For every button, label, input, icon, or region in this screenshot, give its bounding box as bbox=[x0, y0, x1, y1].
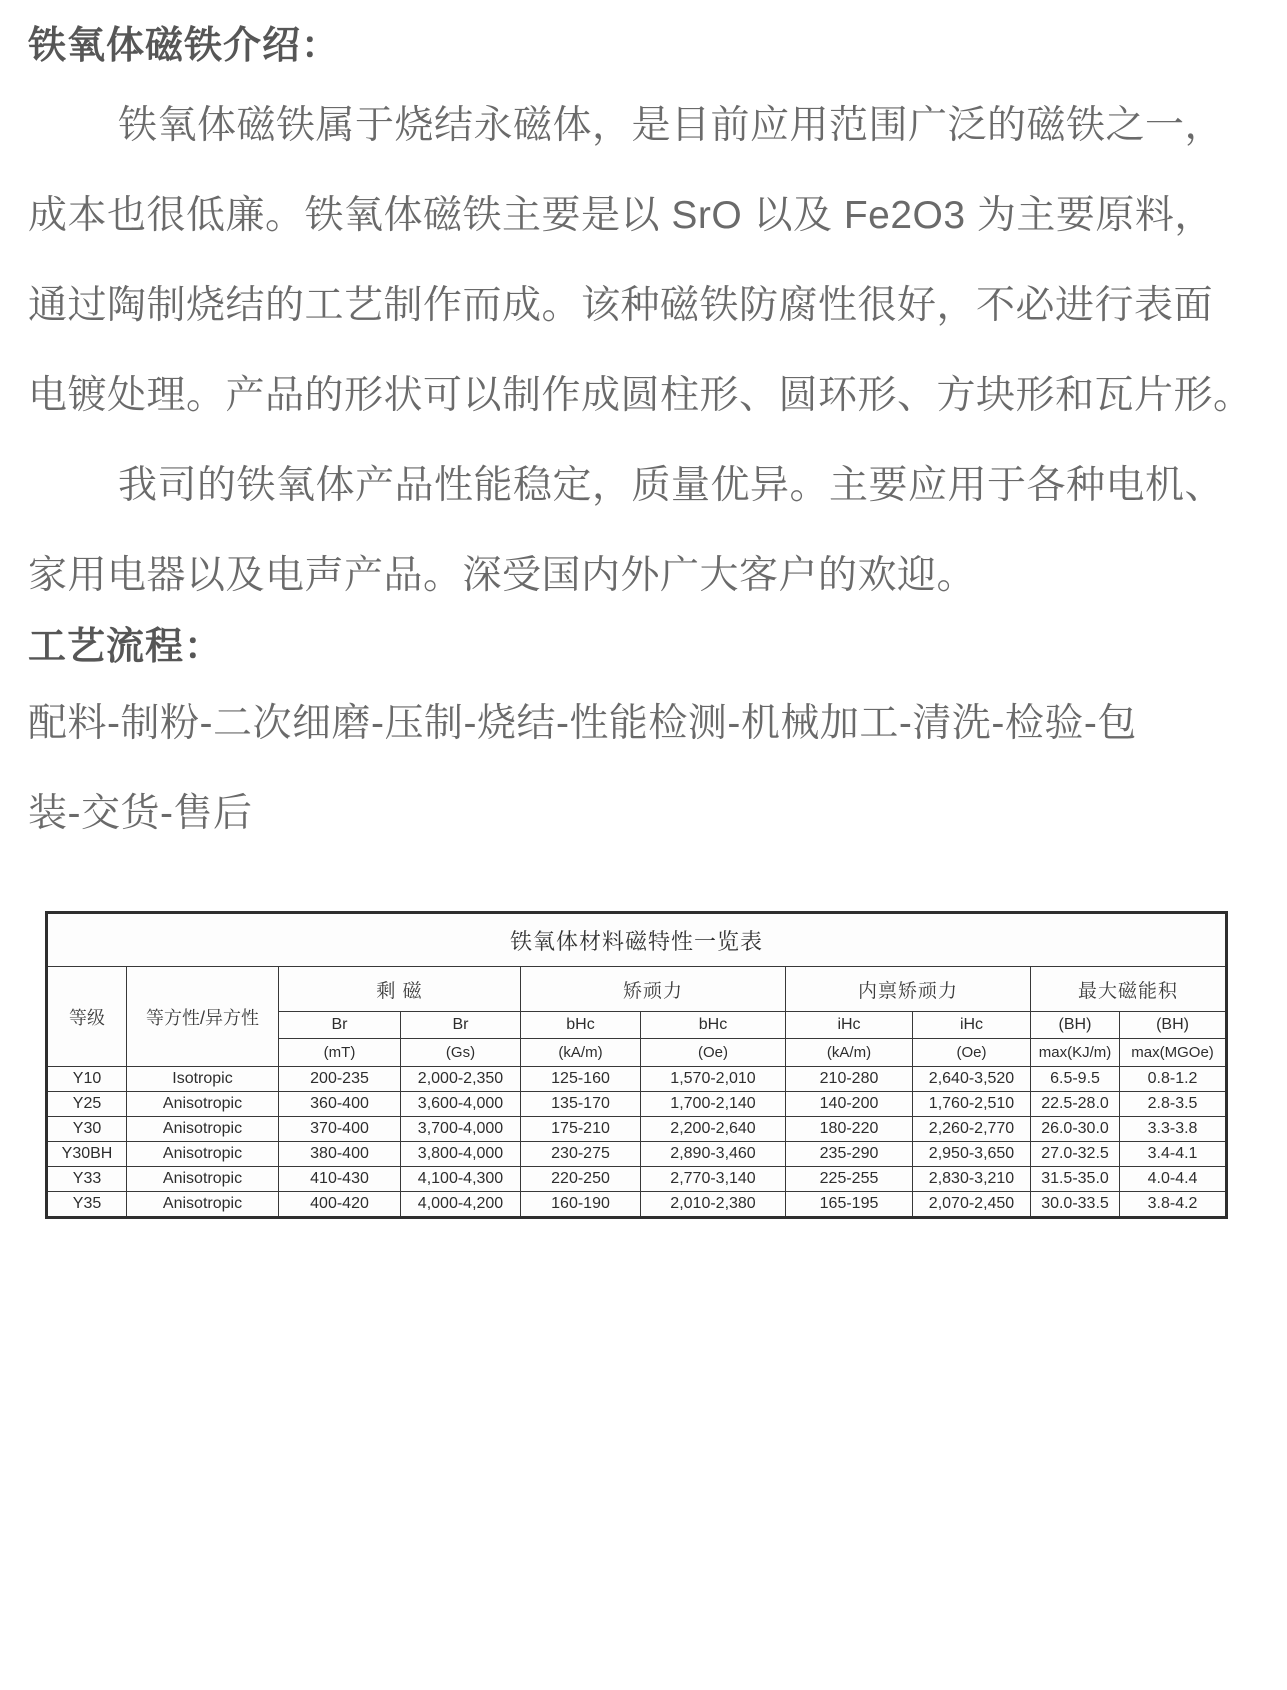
header-unit: (Oe) bbox=[913, 1039, 1031, 1067]
table-row bbox=[47, 1067, 1227, 1092]
table-cell: Anisotropic bbox=[127, 1117, 279, 1142]
table-cell: 1,700-2,140 bbox=[641, 1092, 786, 1117]
table-cell: Anisotropic bbox=[127, 1167, 279, 1192]
table-cell: 3.8-4.2 bbox=[1120, 1192, 1227, 1218]
magnetic-properties-table bbox=[45, 911, 1228, 1219]
table-cell: 370-400 bbox=[279, 1117, 401, 1142]
header-symbol: (BH) bbox=[1120, 1012, 1227, 1039]
header-unit: (kA/m) bbox=[786, 1039, 913, 1067]
table-cell: Y30BH bbox=[47, 1142, 127, 1167]
table-cell: 200-235 bbox=[279, 1067, 401, 1092]
table-cell: 4,000-4,200 bbox=[401, 1192, 521, 1218]
table-title: 铁氧体材料磁特性一览表 bbox=[47, 913, 1227, 967]
table-row bbox=[47, 1117, 1227, 1142]
header-symbol: (BH) bbox=[1031, 1012, 1120, 1039]
table-cell: 3,700-4,000 bbox=[401, 1117, 521, 1142]
table-cell: 410-430 bbox=[279, 1167, 401, 1192]
process-line: 装-交货-售后 bbox=[28, 792, 253, 835]
table-cell: Y35 bbox=[47, 1192, 127, 1218]
table-cell: 360-400 bbox=[279, 1092, 401, 1117]
table-cell: 160-190 bbox=[521, 1192, 641, 1218]
table-cell: 3.4-4.1 bbox=[1120, 1142, 1227, 1167]
header-symbol: bHc bbox=[641, 1012, 786, 1039]
intro-paragraphs bbox=[0, 77, 1287, 617]
table-cell: 22.5-28.0 bbox=[1031, 1092, 1120, 1117]
header-unit: (Gs) bbox=[401, 1039, 521, 1067]
table-cell: 2,890-3,460 bbox=[641, 1142, 786, 1167]
intro-heading: 铁氧体磁铁介绍： bbox=[28, 25, 341, 67]
header-symbol: iHc bbox=[786, 1012, 913, 1039]
table-cell: Isotropic bbox=[127, 1067, 279, 1092]
table-cell: 180-220 bbox=[786, 1117, 913, 1142]
table-cell: 230-275 bbox=[521, 1142, 641, 1167]
table-row bbox=[47, 1167, 1227, 1192]
paragraph-line: 电镀处理。产品的形状可以制作成圆柱形、圆环形、方块形和瓦片形。 bbox=[28, 374, 1253, 417]
paragraph-line: 成本也很低廉。铁氧体磁铁主要是以 SrO 以及 Fe2O3 为主要原料， bbox=[28, 194, 1214, 237]
header-unit: (Oe) bbox=[641, 1039, 786, 1067]
header-symbol: iHc bbox=[913, 1012, 1031, 1039]
table-cell: Anisotropic bbox=[127, 1192, 279, 1218]
table-cell: 2,260-2,770 bbox=[913, 1117, 1031, 1142]
table-cell: 380-400 bbox=[279, 1142, 401, 1167]
header-unit: (mT) bbox=[279, 1039, 401, 1067]
table-cell: 2.8-3.5 bbox=[1120, 1092, 1227, 1117]
table-cell: 2,640-3,520 bbox=[913, 1067, 1031, 1092]
header-group-max-energy-product: 最大磁能积 bbox=[1031, 967, 1227, 1012]
header-symbol: bHc bbox=[521, 1012, 641, 1039]
table-cell: 210-280 bbox=[786, 1067, 913, 1092]
table-cell: 220-250 bbox=[521, 1167, 641, 1192]
header-symbol: Br bbox=[279, 1012, 401, 1039]
header-group-coercivity: 矫顽力 bbox=[521, 967, 786, 1012]
paragraph-line: 通过陶制烧结的工艺制作而成。该种磁铁防腐性很好，不必进行表面 bbox=[28, 284, 1214, 327]
table-cell: 400-420 bbox=[279, 1192, 401, 1218]
table-cell: 1,760-2,510 bbox=[913, 1092, 1031, 1117]
table-cell: 30.0-33.5 bbox=[1031, 1192, 1120, 1218]
table-cell: Anisotropic bbox=[127, 1092, 279, 1117]
header-group-intrinsic-coercivity: 内禀矫顽力 bbox=[786, 967, 1031, 1012]
table-title-row bbox=[47, 913, 1227, 967]
table-row bbox=[47, 1192, 1227, 1218]
table-cell: 4,100-4,300 bbox=[401, 1167, 521, 1192]
table-cell: Y10 bbox=[47, 1067, 127, 1092]
table-cell: 26.0-30.0 bbox=[1031, 1117, 1120, 1142]
header-group-remanence: 剩 磁 bbox=[279, 967, 521, 1012]
table-cell: Anisotropic bbox=[127, 1142, 279, 1167]
table-cell: 2,070-2,450 bbox=[913, 1192, 1031, 1218]
table-cell: 3,800-4,000 bbox=[401, 1142, 521, 1167]
table-cell: 0.8-1.2 bbox=[1120, 1067, 1227, 1092]
header-unit: (kA/m) bbox=[521, 1039, 641, 1067]
table-cell: Y33 bbox=[47, 1167, 127, 1192]
table-row bbox=[47, 1142, 1227, 1167]
process-paragraph bbox=[0, 675, 1287, 855]
table-cell: Y30 bbox=[47, 1117, 127, 1142]
header-symbol: Br bbox=[401, 1012, 521, 1039]
process-heading: 工艺流程： bbox=[28, 626, 224, 668]
table-cell: 140-200 bbox=[786, 1092, 913, 1117]
table-cell: 1,570-2,010 bbox=[641, 1067, 786, 1092]
table-cell: 3,600-4,000 bbox=[401, 1092, 521, 1117]
table-cell: 165-195 bbox=[786, 1192, 913, 1218]
table-cell: 2,000-2,350 bbox=[401, 1067, 521, 1092]
table-cell: 2,830-3,210 bbox=[913, 1167, 1031, 1192]
table-cell: 225-255 bbox=[786, 1167, 913, 1192]
header-grade: 等级 bbox=[47, 967, 127, 1067]
table-row bbox=[47, 1092, 1227, 1117]
table-cell: 2,770-3,140 bbox=[641, 1167, 786, 1192]
table-group-header-row bbox=[47, 967, 1227, 1012]
header-isotropy: 等方性/异方性 bbox=[127, 967, 279, 1067]
table-cell: 125-160 bbox=[521, 1067, 641, 1092]
paragraph-line: 家用电器以及电声产品。深受国内外广大客户的欢迎。 bbox=[28, 554, 977, 597]
paragraph-line: 我司的铁氧体产品性能稳定，质量优异。主要应用于各种电机、 bbox=[118, 464, 1225, 507]
table-cell: 6.5-9.5 bbox=[1031, 1067, 1120, 1092]
table-cell: 135-170 bbox=[521, 1092, 641, 1117]
table-cell: 31.5-35.0 bbox=[1031, 1167, 1120, 1192]
table-cell: 175-210 bbox=[521, 1117, 641, 1142]
table-cell: 2,010-2,380 bbox=[641, 1192, 786, 1218]
table-cell: 27.0-32.5 bbox=[1031, 1142, 1120, 1167]
table-cell: 2,200-2,640 bbox=[641, 1117, 786, 1142]
table-cell: 3.3-3.8 bbox=[1120, 1117, 1227, 1142]
table-cell: 4.0-4.4 bbox=[1120, 1167, 1227, 1192]
table-cell: 2,950-3,650 bbox=[913, 1142, 1031, 1167]
table-cell: 235-290 bbox=[786, 1142, 913, 1167]
paragraph-line: 铁氧体磁铁属于烧结永磁体，是目前应用范围广泛的磁铁之一， bbox=[118, 104, 1225, 147]
header-unit: max(MGOe) bbox=[1120, 1039, 1227, 1067]
table-cell: Y25 bbox=[47, 1092, 127, 1117]
process-line: 配料-制粉-二次细磨-压制-烧结-性能检测-机械加工-清洗-检验-包 bbox=[28, 702, 1137, 745]
header-unit: max(KJ/m) bbox=[1031, 1039, 1120, 1067]
